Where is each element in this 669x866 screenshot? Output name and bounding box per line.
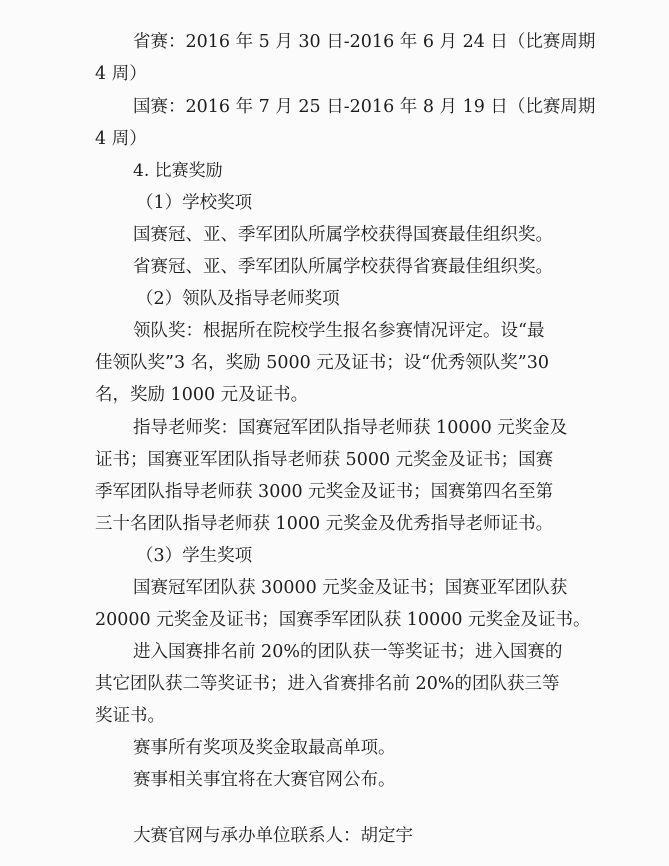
- text-line-provincial-dates: 省赛：2016 年 5 月 30 日-2016 年 6 月 24 日（比赛周期: [133, 32, 596, 52]
- text-line-leader-award-2: 佳领队奖”3 名，奖励 5000 元及证书；设“优秀领队奖”30: [95, 353, 549, 373]
- text-line-contact-person: 大赛官网与承办单位联系人：胡定宇: [133, 826, 413, 846]
- text-line-leader-award-1: 领队奖：根据所在院校学生报名参赛情况评定。设“最: [133, 321, 545, 341]
- text-line-provincial-period: 4 周）: [95, 64, 147, 84]
- text-line-official-site-announcement: 赛事相关事宜将在大赛官网公布。: [133, 770, 396, 790]
- text-line-national-period: 4 周）: [95, 129, 147, 149]
- text-line-highest-single-award: 赛事所有奖项及奖金取最高单项。: [133, 738, 396, 758]
- text-line-certificate-3: 奖证书。: [95, 706, 165, 726]
- text-line-national-dates: 国赛：2016 年 7 月 25 日-2016 年 8 月 19 日（比赛周期: [133, 97, 596, 117]
- text-line-teacher-award-3: 季军团队指导老师获 3000 元奖金及证书；国赛第四名至第: [95, 482, 554, 502]
- subheading-school-awards: （1）学校奖项: [136, 193, 253, 213]
- text-line-certificate-2: 其它团队获二等奖证书；进入省赛排名前 20%的团队获三等: [95, 674, 560, 694]
- text-line-certificate-1: 进入国赛排名前 20%的团队获一等奖证书；进入国赛的: [133, 642, 563, 662]
- subheading-leader-teacher-awards: （2）领队及指导老师奖项: [136, 289, 340, 309]
- subheading-student-awards: （3）学生奖项: [136, 546, 253, 566]
- text-line-national-school-award: 国赛冠、亚、季军团队所属学校获得国赛最佳组织奖。: [133, 225, 553, 245]
- text-line-provincial-school-award: 省赛冠、亚、季军团队所属学校获得省赛最佳组织奖。: [133, 257, 553, 277]
- text-line-teacher-award-1: 指导老师奖：国赛冠军团队指导老师获 10000 元奖金及: [133, 418, 568, 438]
- text-line-student-award-2: 20000 元奖金及证书；国赛季军团队获 10000 元奖金及证书。: [95, 610, 591, 630]
- section-heading-awards: 4. 比赛奖励: [133, 161, 223, 181]
- text-line-leader-award-3: 名，奖励 1000 元及证书。: [95, 385, 309, 405]
- text-line-teacher-award-4: 三十名团队指导老师获 1000 元奖金及优秀指导老师证书。: [95, 514, 554, 534]
- text-line-teacher-award-2: 证书；国赛亚军团队指导老师获 5000 元奖金及证书；国赛: [95, 450, 554, 470]
- text-line-student-award-1: 国赛冠军团队获 30000 元奖金及证书；国赛亚军团队获: [133, 578, 568, 598]
